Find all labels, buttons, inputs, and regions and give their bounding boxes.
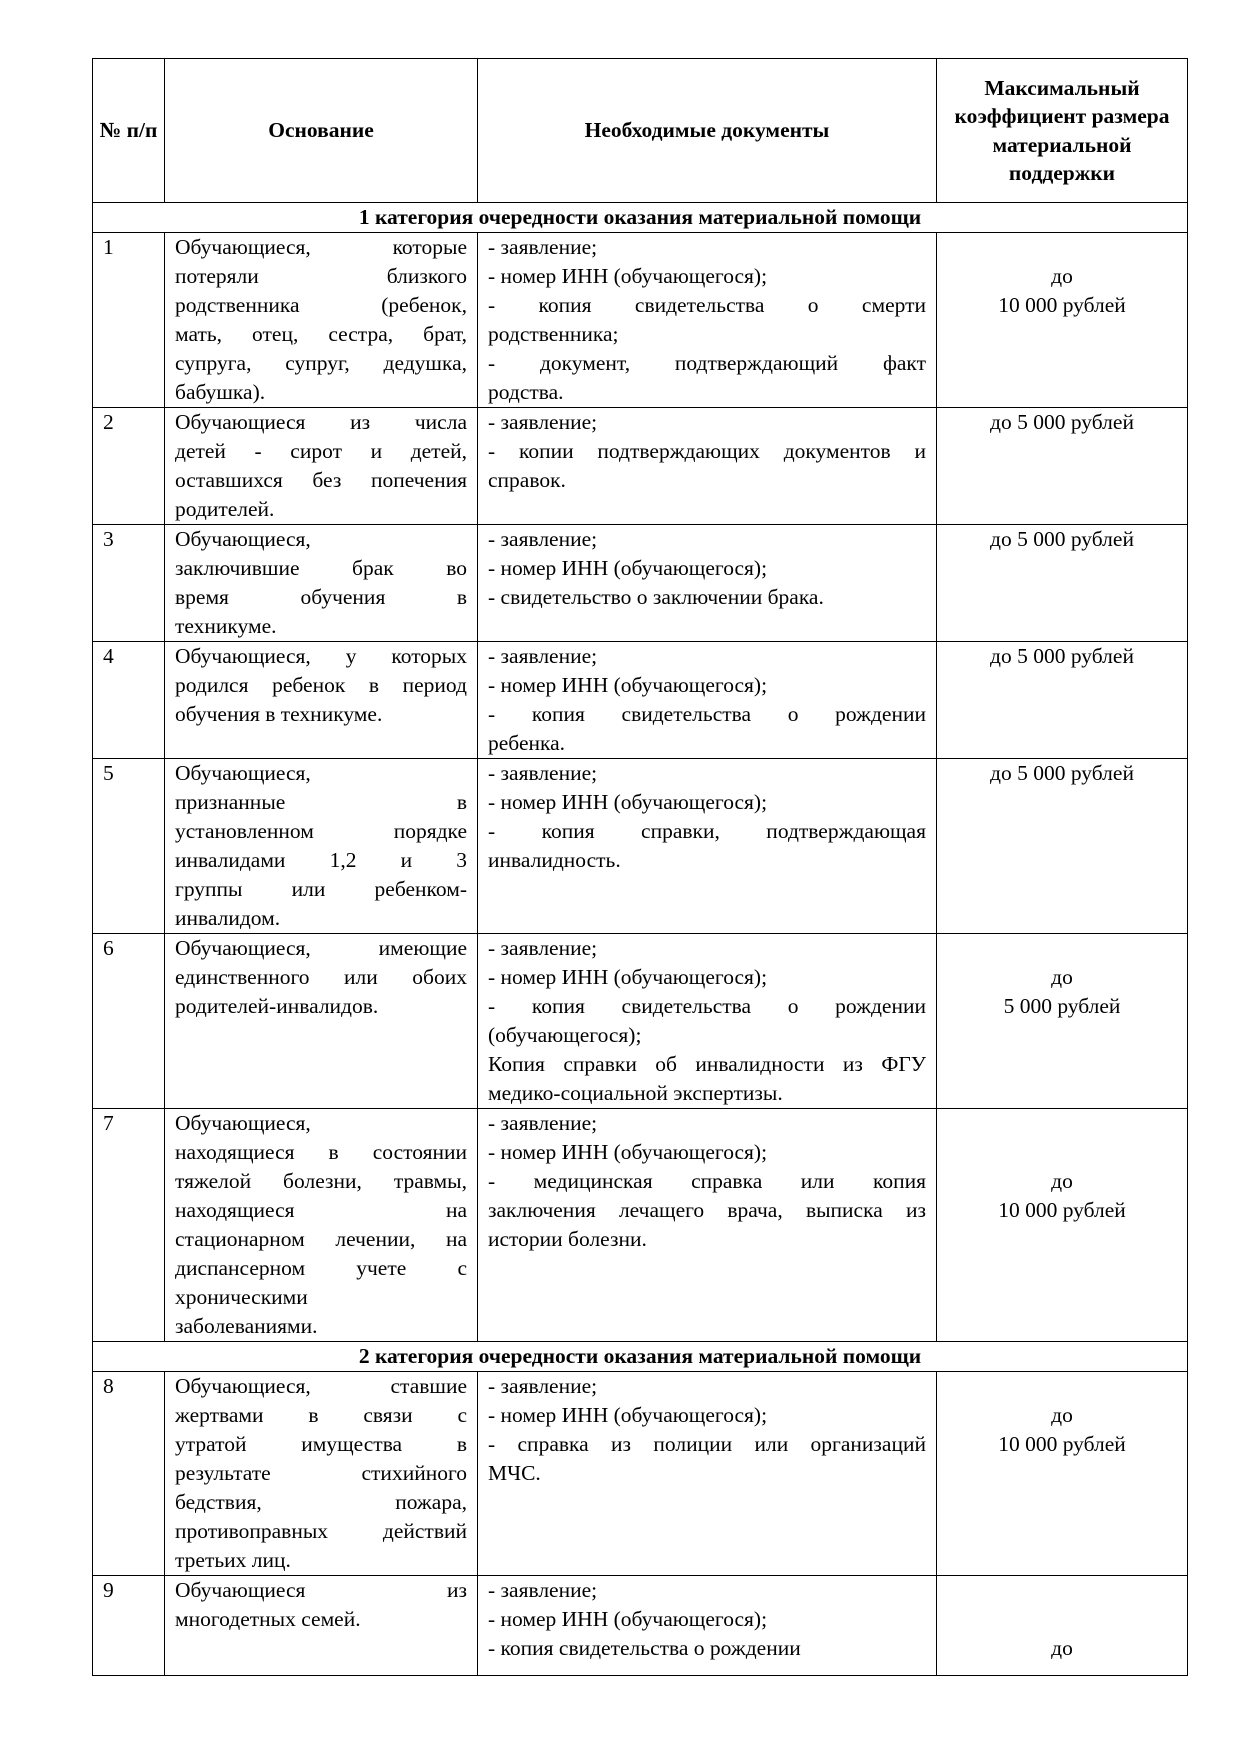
row-number: 6 <box>93 934 165 1109</box>
table-row <box>93 1576 1188 1676</box>
document-line: - копия свидетельства о рождении <box>488 1636 801 1660</box>
basis-line: потеряли близкого <box>175 264 467 288</box>
document-line: - номер ИНН (обучающегося); <box>488 1607 768 1631</box>
table-header-row <box>93 59 1188 203</box>
basis-line: детей - сирот и детей, <box>175 439 467 463</box>
basis-line: Обучающиеся, которые <box>175 235 467 259</box>
amount-line: до 5 000 рублей <box>990 527 1134 551</box>
basis-cell <box>165 1372 478 1576</box>
required-documents-cell <box>478 934 937 1109</box>
row-number: 2 <box>93 408 165 525</box>
amount-line: 10 000 рублей <box>998 293 1126 317</box>
row-number: 1 <box>93 233 165 408</box>
table-row <box>93 934 1188 1109</box>
required-documents-cell <box>478 642 937 759</box>
amount-line: до 5 000 рублей <box>990 761 1134 785</box>
row-number: 9 <box>93 1576 165 1676</box>
basis-cell <box>165 233 478 408</box>
table-row <box>93 759 1188 934</box>
basis-line: находящиеся в состоянии <box>175 1140 467 1164</box>
document-line: инвалидность. <box>488 848 621 872</box>
category-row <box>93 1342 1188 1372</box>
table-row <box>93 1372 1188 1576</box>
amount-line: до <box>1051 965 1073 989</box>
basis-line: Обучающиеся, <box>175 1111 311 1135</box>
basis-line: Обучающиеся, имеющие <box>175 936 467 960</box>
basis-cell <box>165 642 478 759</box>
document-line: медико-социальной экспертизы. <box>488 1081 783 1105</box>
basis-line: третьих лиц. <box>175 1548 291 1572</box>
basis-line: инвалидом. <box>175 906 281 930</box>
document-line: - копия свидетельства о смерти <box>488 293 926 317</box>
basis-cell <box>165 525 478 642</box>
required-documents-cell <box>478 233 937 408</box>
basis-cell <box>165 1576 478 1676</box>
document-line: - номер ИНН (обучающегося); <box>488 673 768 697</box>
row-number: 4 <box>93 642 165 759</box>
basis-line: жертвами в связи с <box>175 1403 467 1427</box>
max-amount-cell <box>937 1109 1188 1342</box>
basis-line: Обучающиеся, ставшие <box>175 1374 467 1398</box>
document-line: - заявление; <box>488 1578 598 1602</box>
amount-line: до <box>1051 1169 1073 1193</box>
basis-line: единственного или обоих <box>175 965 467 989</box>
table-row <box>93 525 1188 642</box>
document-line: - номер ИНН (обучающегося); <box>488 965 768 989</box>
row-number: 3 <box>93 525 165 642</box>
max-amount-cell <box>937 233 1188 408</box>
basis-line: Обучающиеся, <box>175 761 311 785</box>
basis-line: Обучающиеся, <box>175 527 311 551</box>
required-documents-cell <box>478 1576 937 1676</box>
amount-line: 10 000 рублей <box>998 1198 1126 1222</box>
document-line: - номер ИНН (обучающегося); <box>488 556 768 580</box>
basis-line: Обучающиеся, у которых <box>175 644 467 668</box>
category-title: 2 категория очередности оказания материальной помощи <box>93 1342 1188 1372</box>
document-line: - номер ИНН (обучающегося); <box>488 264 768 288</box>
row-number: 8 <box>93 1372 165 1576</box>
basis-line: родителей. <box>175 497 275 521</box>
required-documents-cell <box>478 525 937 642</box>
basis-line: результате стихийного <box>175 1461 467 1485</box>
basis-line: бабушка). <box>175 380 266 404</box>
basis-cell <box>165 1109 478 1342</box>
basis-line: оставшихся без попечения <box>175 468 467 492</box>
basis-line: установленном порядке <box>175 819 467 843</box>
max-amount-cell <box>937 759 1188 934</box>
amount-line: до 5 000 рублей <box>990 410 1134 434</box>
category-title: 1 категория очередности оказания материальной помощи <box>93 203 1188 233</box>
document-line: заключения лечащего врача, выписка из <box>488 1198 926 1222</box>
basis-line: диспансерном учете с <box>175 1256 467 1280</box>
document-line: - заявление; <box>488 761 598 785</box>
document-line: - номер ИНН (обучающегося); <box>488 1403 768 1427</box>
basis-line: заключившие брак во <box>175 556 467 580</box>
amount-line: до 5 000 рублей <box>990 644 1134 668</box>
document-line: - номер ИНН (обучающегося); <box>488 1140 768 1164</box>
basis-line: хроническими <box>175 1285 308 1309</box>
basis-line: стационарном лечении, на <box>175 1227 467 1251</box>
document-line: - свидетельство о заключении брака. <box>488 585 824 609</box>
amount-line: 5 000 рублей <box>1003 994 1121 1018</box>
document-line: - копия свидетельства о рождении <box>488 994 926 1018</box>
amount-line: до <box>1051 1403 1073 1427</box>
basis-line: заболеваниями. <box>175 1314 318 1338</box>
document-line: Копия справки об инвалидности из ФГУ <box>488 1052 926 1076</box>
required-documents-cell <box>478 408 937 525</box>
required-documents-cell <box>478 1372 937 1576</box>
document-line: (обучающегося); <box>488 1023 642 1047</box>
basis-cell <box>165 934 478 1109</box>
basis-line: родителей-инвалидов. <box>175 994 379 1018</box>
table-row <box>93 1109 1188 1342</box>
basis-line: признанные в <box>175 790 467 814</box>
header-amount: Максимальный коэффициент размера материальной поддержки <box>937 59 1188 203</box>
basis-line: многодетных семей. <box>175 1607 361 1631</box>
document-line: - заявление; <box>488 1111 598 1135</box>
document-line: - заявление; <box>488 644 598 668</box>
basis-cell <box>165 408 478 525</box>
amount-line: до <box>1051 1636 1073 1660</box>
basis-line: техникуме. <box>175 614 277 638</box>
row-number: 7 <box>93 1109 165 1342</box>
basis-line: бедствия, пожара, <box>175 1490 467 1514</box>
table-row <box>93 408 1188 525</box>
material-support-table <box>92 58 1188 1676</box>
max-amount-cell <box>937 525 1188 642</box>
document-line: справок. <box>488 468 566 492</box>
table-row <box>93 233 1188 408</box>
max-amount-cell <box>937 1372 1188 1576</box>
document-line: родства. <box>488 380 564 404</box>
table-body <box>93 203 1188 1676</box>
document-line: - заявление; <box>488 1374 598 1398</box>
document-line: ребенка. <box>488 731 566 755</box>
amount-line: 10 000 рублей <box>998 1432 1126 1456</box>
max-amount-cell <box>937 934 1188 1109</box>
document-line: - номер ИНН (обучающегося); <box>488 790 768 814</box>
basis-line: родственника (ребенок, <box>175 293 467 317</box>
category-row <box>93 203 1188 233</box>
document-line: - медицинская справка или копия <box>488 1169 926 1193</box>
document-line: - заявление; <box>488 235 598 259</box>
document-line: - копия свидетельства о рождении <box>488 702 926 726</box>
document-line: - заявление; <box>488 527 598 551</box>
basis-line: супруга, супруг, дедушка, <box>175 351 467 375</box>
document-line: - копии подтверждающих документов и <box>488 439 926 463</box>
header-basis: Основание <box>165 59 478 203</box>
document-line: - заявление; <box>488 936 598 960</box>
document-line: - документ, подтверждающий факт <box>488 351 926 375</box>
row-number: 5 <box>93 759 165 934</box>
basis-line: группы или ребенком- <box>175 877 467 901</box>
document-line: родственника; <box>488 322 619 346</box>
header-docs: Необходимые документы <box>478 59 937 203</box>
document-line: истории болезни. <box>488 1227 647 1251</box>
max-amount-cell <box>937 408 1188 525</box>
basis-line: время обучения в <box>175 585 467 609</box>
required-documents-cell <box>478 759 937 934</box>
max-amount-cell <box>937 1576 1188 1676</box>
header-num: № п/п <box>93 59 165 203</box>
basis-line: инвалидами 1,2 и 3 <box>175 848 467 872</box>
document-line: - справка из полиции или организаций <box>488 1432 926 1456</box>
basis-line: утратой имущества в <box>175 1432 467 1456</box>
basis-line: Обучающиеся из <box>175 1578 467 1602</box>
amount-line: до <box>1051 264 1073 288</box>
basis-line: мать, отец, сестра, брат, <box>175 322 467 346</box>
document-line: - копия справки, подтверждающая <box>488 819 926 843</box>
document-line: МЧС. <box>488 1461 541 1485</box>
basis-line: тяжелой болезни, травмы, <box>175 1169 467 1193</box>
table-row <box>93 642 1188 759</box>
basis-line: Обучающиеся из числа <box>175 410 467 434</box>
basis-line: родился ребенок в период <box>175 673 467 697</box>
max-amount-cell <box>937 642 1188 759</box>
basis-cell <box>165 759 478 934</box>
basis-line: находящиеся на <box>175 1198 467 1222</box>
basis-line: противоправных действий <box>175 1519 467 1543</box>
document-line: - заявление; <box>488 410 598 434</box>
basis-line: обучения в техникуме. <box>175 702 383 726</box>
required-documents-cell <box>478 1109 937 1342</box>
